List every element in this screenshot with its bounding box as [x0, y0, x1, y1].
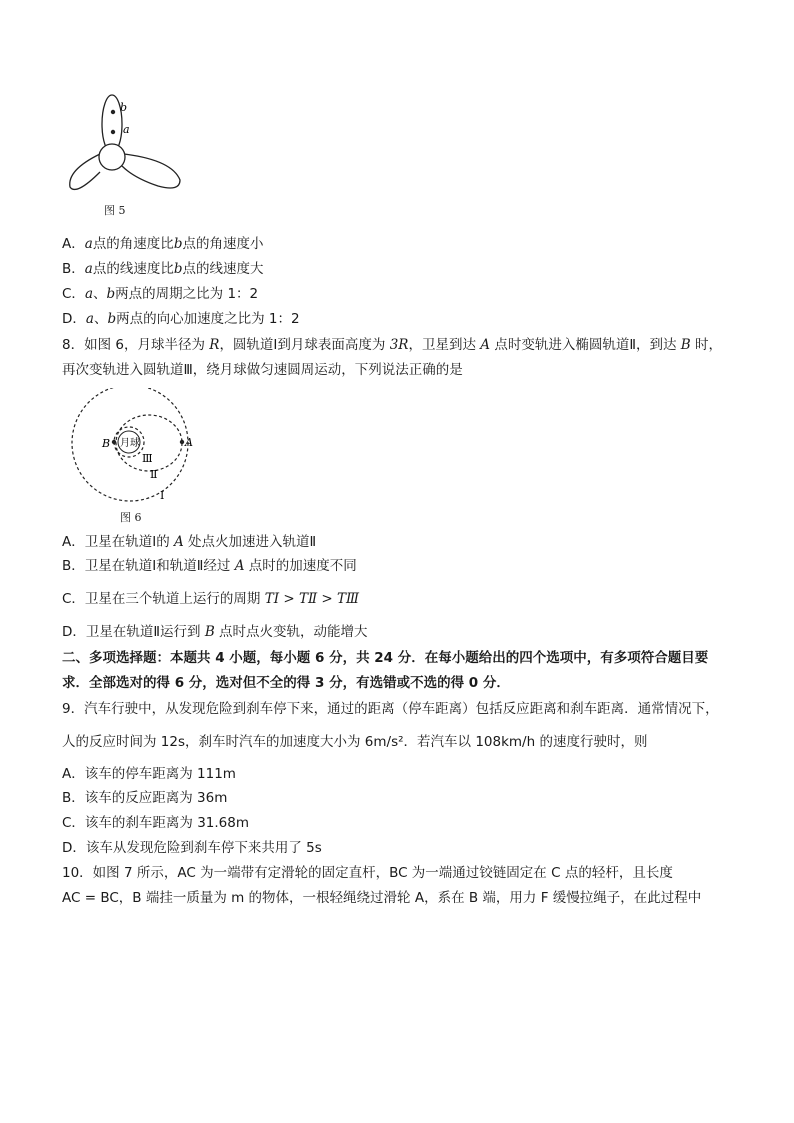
q9-option-b: B．该车的反应距离为 36m — [62, 790, 228, 806]
q10-stem-line-2: AC = BC，B 端挂一质量为 m 的物体，一根轻绳绕过滑轮 A，系在 B 端，用力 F 缓慢拉绳子，在此过程中 — [62, 890, 702, 906]
point-b-label: b — [120, 101, 128, 114]
figure-6-drawing — [66, 388, 206, 506]
point-a-label: A — [185, 436, 193, 449]
q7-option-a: A．a点的角速度比b点的角速度小 — [62, 236, 264, 252]
section-2-heading-line-1: 二、多项选择题：本题共 4 小题，每小题 6 分，共 24 分．在每小题给出的四个选项中，有多项符合题目要 — [62, 650, 709, 666]
figure-5 — [62, 92, 202, 222]
figure-5-caption: 图 5 — [104, 204, 126, 217]
point-b-label: B — [102, 437, 111, 450]
point-a-dot — [111, 130, 115, 134]
q8-stem-line-1: 8．如图 6，月球半径为 R，圆轨道Ⅰ到月球表面高度为 3R，卫星到达 A 点时变轨进入椭圆轨道Ⅱ，到达 B 时， — [62, 337, 722, 353]
figure-5-drawing — [62, 92, 202, 202]
figure-6-caption: 图 6 — [120, 511, 142, 524]
q7-option-c: C．a、b两点的周期之比为 1：2 — [62, 286, 259, 302]
q9-option-d: D．该车从发现危险到刹车停下来共用了 5s — [62, 840, 322, 856]
orbit-ii-label: Ⅱ — [150, 468, 158, 481]
q8-option-c: C．卫星在三个轨道上运行的周期 TⅠ > TⅡ > TⅢ — [62, 591, 360, 607]
point-b-dot — [111, 110, 115, 114]
point-b-dot — [112, 440, 116, 444]
figure-6 — [66, 388, 206, 528]
q9-stem-line-2: 人的反应时间为 12s，刹车时汽车的加速度大小为 6m/s²．若汽车以 108km/h 的速度行驶时，则 — [62, 734, 648, 750]
orbit-i-label: Ⅰ — [160, 489, 165, 502]
q10-stem-line-1: 10．如图 7 所示，AC 为一端带有定滑轮的固定直杆，BC 为一端通过铰链固定在 C 点的轻杆，且长度 — [62, 865, 673, 881]
q8-option-b: B．卫星在轨道Ⅰ和轨道Ⅱ经过 A 点时的加速度不同 — [62, 558, 357, 574]
q8-option-a: A．卫星在轨道Ⅰ的 A 处点火加速进入轨道Ⅱ — [62, 534, 317, 550]
period-formula: TⅠ > TⅡ > TⅢ — [264, 591, 360, 607]
q9-option-c: C．该车的刹车距离为 31.68m — [62, 815, 250, 831]
section-2-heading-line-2: 求．全部选对的得 6 分，选对但不全的得 3 分，有选错或不选的得 0 分． — [62, 675, 510, 691]
q8-option-d: D．卫星在轨道Ⅱ运行到 B 点时点火变轨，动能增大 — [62, 624, 368, 640]
q7-option-b: B．a点的线速度比b点的线速度大 — [62, 261, 264, 277]
q8-stem-line-2: 再次变轨进入圆轨道Ⅲ，绕月球做匀速圆周运动，下列说法正确的是 — [62, 362, 463, 378]
q7-option-d: D．a、b两点的向心加速度之比为 1：2 — [62, 311, 300, 327]
point-a-dot — [180, 440, 184, 444]
moon-label: 月球 — [120, 438, 140, 449]
orbit-iii-label: Ⅲ — [142, 452, 153, 465]
q9-stem-line-1: 9．汽车行驶中，从发现危险到刹车停下来，通过的距离（停车距离）包括反应距离和刹车距离．通常情况下， — [62, 701, 719, 717]
q9-option-a: A．该车的停车距离为 111m — [62, 766, 236, 782]
point-a-label: a — [123, 123, 130, 136]
